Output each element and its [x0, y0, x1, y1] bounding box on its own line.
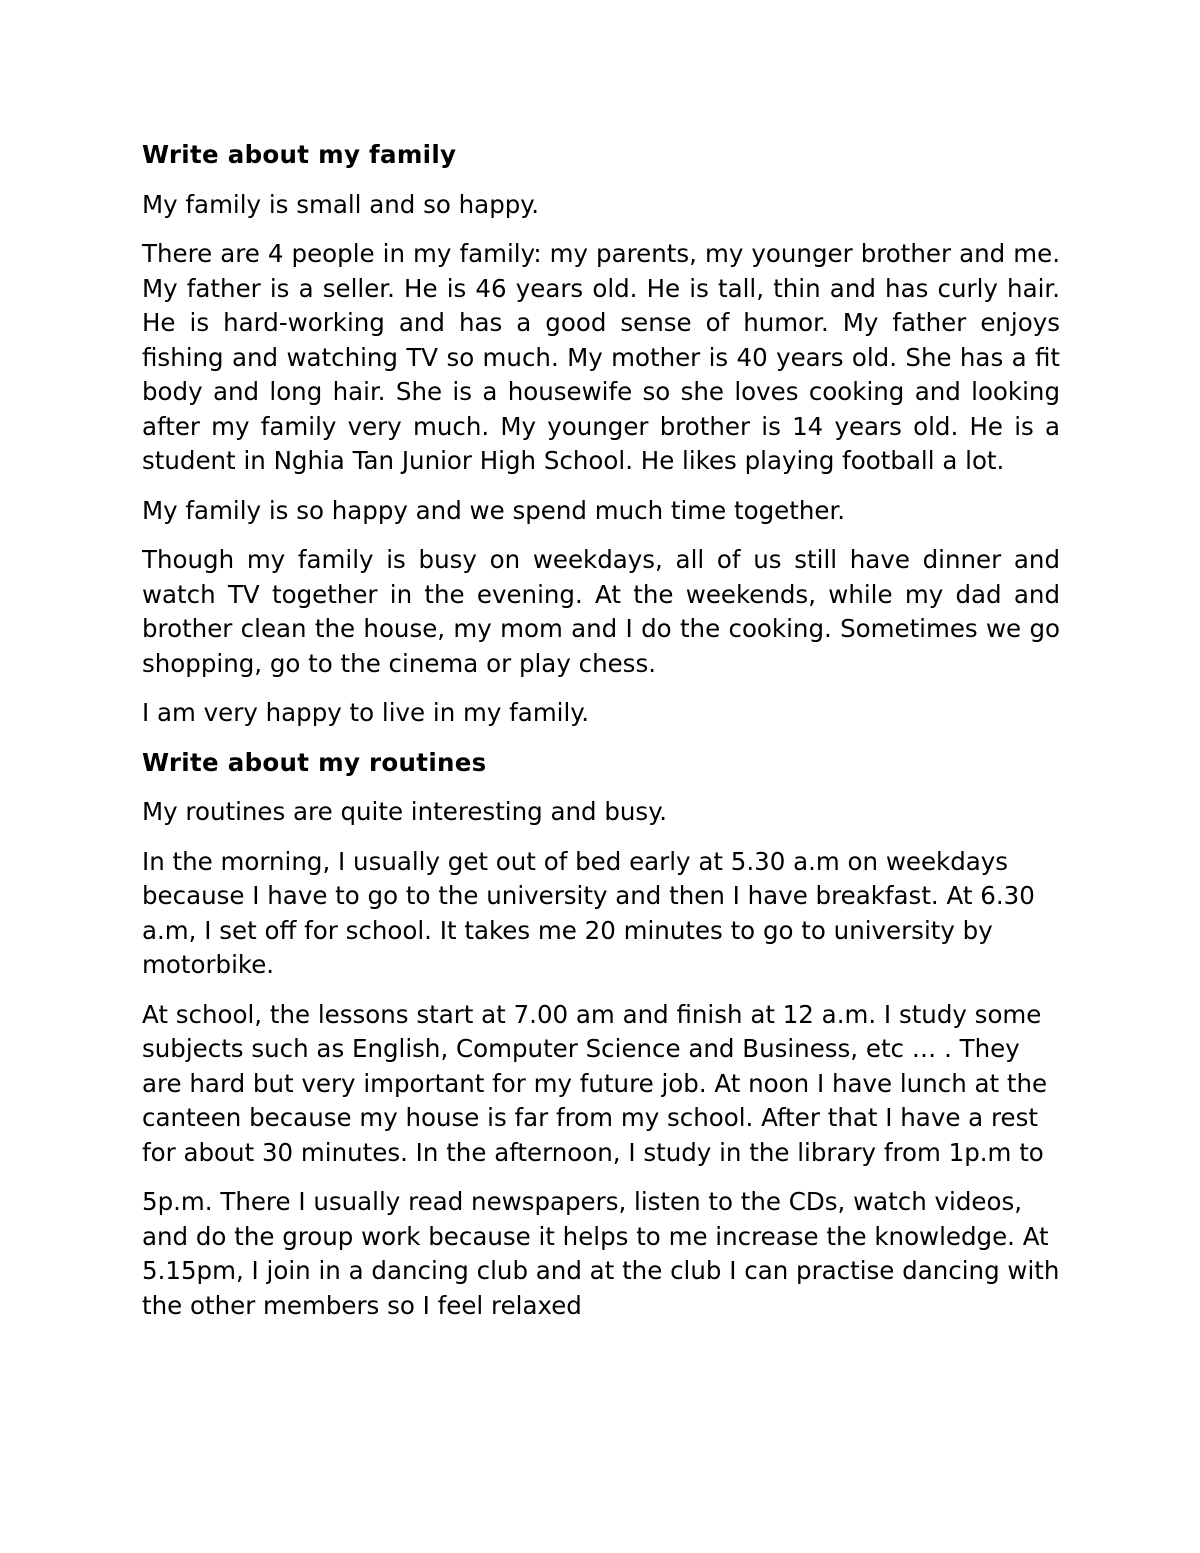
section-heading-family: Write about my family	[142, 140, 457, 169]
paragraph: At school, the lessons start at 7.00 am and finish at 12 a.m. I study some subjects such as English, Computer Science and Business, etc … . They are hard but very important for my future job. At noon I have lunch at the canteen because my house is far from my school. After that I have a rest for about 30 minutes. In the afternoon, I study in the library from 1p.m to	[142, 999, 1048, 1167]
paragraph: My routines are quite interesting and busy.	[142, 797, 667, 826]
document-page	[142, 138, 1060, 1338]
paragraph: In the morning, I usually get out of bed early at 5.30 a.m on weekdays because I have to go to the university and then I have breakfast. At 6.30 a.m, I set off for school. It takes me 20 minutes to go to university by motorbike.	[142, 846, 1035, 979]
paragraph: My family is so happy and we spend much time together.	[142, 495, 846, 525]
paragraph: My family is small and so happy.	[142, 189, 540, 219]
paragraph: I am very happy to live in my family.	[142, 698, 590, 727]
paragraph: 5p.m. There I usually read newspapers, listen to the CDs, watch videos, and do the group work because it helps to me increase the knowledge. At 5.15pm, I join in a dancing club and at the club I can practise dancing with the other members so I feel relaxed	[142, 1187, 1060, 1320]
section-heading-routines: Write about my routines	[142, 747, 487, 777]
paragraph: There are 4 people in my family: my parents, my younger brother and me. My father is a seller. He is 46 years old. He is tall, thin and has curly hair. He is hard-working and has a good sense of humor. My father enjoys fishing and watching TV so much. My mother is 40 years old. She has a fit body and long hair. She is a housewife so she loves cooking and looking after my family very much. My younger brother is 14 years old. He is a student in Nghia Tan Junior High School. He likes playing football a lot.	[142, 239, 1060, 475]
paragraph: Though my family is busy on weekdays, all of us still have dinner and watch TV together in the evening. At the weekends, while my dad and brother clean the house, my mom and I do the cooking. Sometimes we go shopping, go to the cinema or play chess.	[142, 545, 1060, 678]
